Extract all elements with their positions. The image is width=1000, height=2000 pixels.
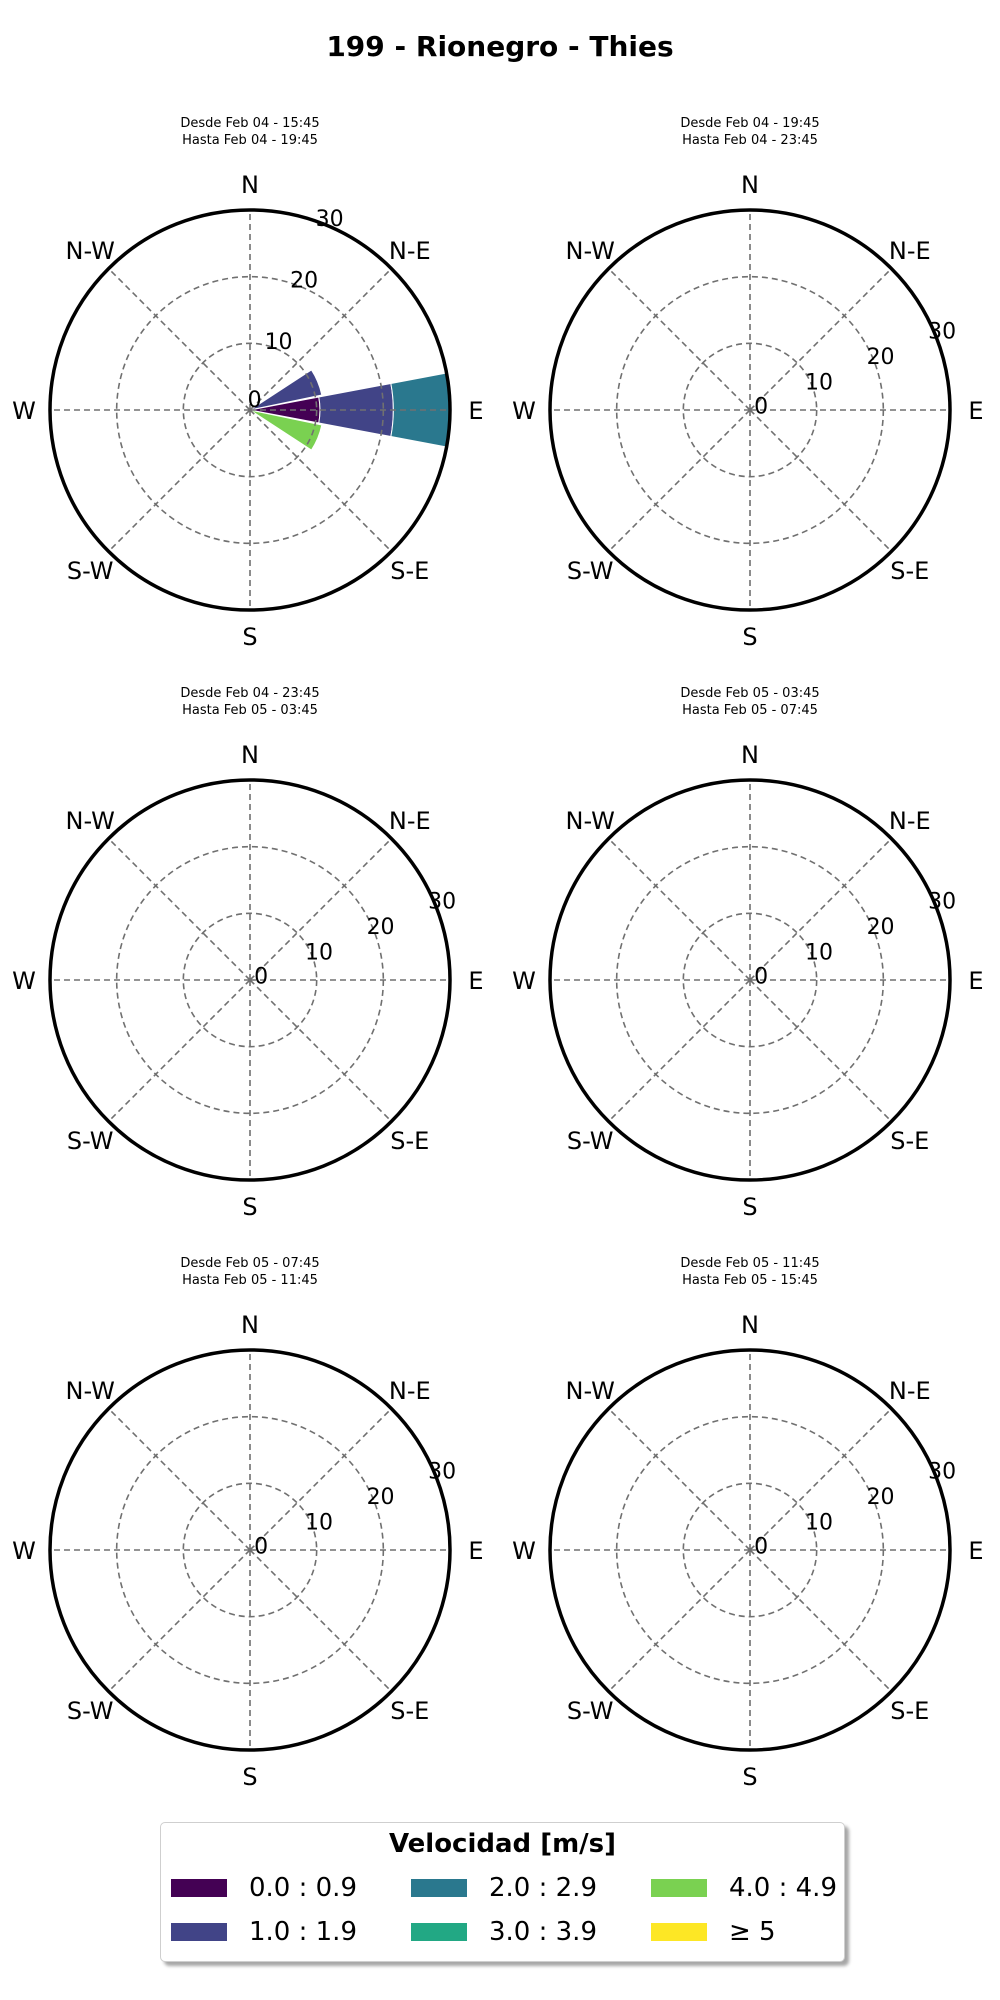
direction-label: N-E: [388, 1377, 431, 1406]
legend-swatch: [171, 1879, 227, 1897]
direction-label: S: [742, 623, 758, 651]
direction-label: E: [968, 967, 984, 995]
direction-label: S-E: [890, 1126, 930, 1155]
radial-grid-line: [609, 980, 750, 1121]
legend-item: [411, 1873, 597, 1903]
legend-item: [171, 1917, 357, 1947]
panel-subtitle-line: Desde Feb 05 - 07:45: [180, 1256, 320, 1271]
radial-tick-label: 30: [315, 206, 344, 232]
direction-label: S: [242, 623, 258, 651]
radial-grid-line: [109, 269, 250, 410]
direction-label: S-E: [890, 556, 930, 585]
radial-tick-label: 20: [366, 1484, 395, 1510]
radial-grid-line: [109, 980, 250, 1121]
radial-grid-line: [109, 1409, 250, 1550]
direction-label: S-W: [566, 556, 614, 585]
legend-label: 1.0 : 1.9: [249, 1917, 357, 1947]
direction-label: N-E: [888, 237, 931, 266]
legend-item: [171, 1873, 357, 1903]
direction-label: S-W: [566, 1126, 614, 1155]
panel-subtitle-line: Hasta Feb 05 - 15:45: [682, 1273, 818, 1288]
radial-tick-label: 0: [754, 964, 769, 990]
direction-label: N: [741, 1311, 759, 1339]
direction-label: W: [512, 397, 536, 425]
legend-label: ≥ 5: [729, 1917, 776, 1947]
panel-subtitle-line: Desde Feb 04 - 19:45: [680, 116, 820, 131]
direction-label: W: [512, 967, 536, 995]
wind-rose-panel-1: [12, 116, 483, 651]
radial-tick-label: 30: [928, 889, 957, 915]
radial-grid-line: [750, 1550, 891, 1691]
direction-label: N-W: [65, 807, 115, 836]
radial-grid-line: [109, 1550, 250, 1691]
panel-subtitle-line: Hasta Feb 05 - 07:45: [682, 703, 818, 718]
legend-label: 0.0 : 0.9: [249, 1873, 357, 1903]
panel-subtitle-line: Hasta Feb 04 - 23:45: [682, 133, 818, 148]
direction-label: W: [12, 967, 36, 995]
radial-grid-line: [609, 1409, 750, 1550]
direction-label: W: [12, 397, 36, 425]
radial-tick-label: 0: [247, 387, 262, 413]
legend-item: [411, 1917, 597, 1947]
radial-tick-label: 0: [754, 1534, 769, 1560]
legend-swatch: [411, 1923, 467, 1941]
direction-label: S: [742, 1193, 758, 1221]
legend-swatch: [651, 1923, 707, 1941]
direction-label: N-E: [888, 807, 931, 836]
radial-grid-line: [250, 980, 391, 1121]
panel-subtitle-line: Hasta Feb 05 - 11:45: [182, 1273, 318, 1288]
direction-label: S-W: [66, 1126, 114, 1155]
direction-label: N: [741, 171, 759, 199]
legend-swatch: [411, 1879, 467, 1897]
direction-label: N-W: [65, 237, 115, 266]
panel-subtitle-line: Desde Feb 05 - 11:45: [680, 1256, 820, 1271]
direction-label: S-E: [390, 556, 430, 585]
panel-subtitle-line: Desde Feb 05 - 03:45: [680, 686, 820, 701]
direction-label: N: [241, 171, 259, 199]
radial-tick-label: 0: [254, 964, 269, 990]
direction-label: N-E: [388, 237, 431, 266]
direction-label: N: [741, 741, 759, 769]
direction-label: S: [742, 1763, 758, 1791]
direction-label: S: [242, 1763, 258, 1791]
radial-tick-label: 30: [928, 319, 957, 345]
direction-label: W: [12, 1537, 36, 1565]
radial-tick-label: 30: [428, 1459, 457, 1485]
radial-grid-line: [750, 980, 891, 1121]
legend: [160, 1822, 845, 1962]
legend-swatch: [651, 1879, 707, 1897]
legend-swatch: [171, 1923, 227, 1941]
radial-tick-label: 10: [804, 940, 833, 966]
radial-tick-label: 20: [366, 914, 395, 940]
radial-tick-label: 0: [754, 394, 769, 420]
legend-title: Velocidad [m/s]: [388, 1829, 617, 1859]
direction-label: S-W: [566, 1696, 614, 1725]
radial-tick-label: 10: [804, 1510, 833, 1536]
direction-label: N-W: [565, 807, 615, 836]
radial-grid-line: [609, 269, 750, 410]
direction-label: E: [468, 967, 484, 995]
panel-subtitle-line: Desde Feb 04 - 23:45: [180, 686, 320, 701]
radial-tick-label: 10: [304, 1510, 333, 1536]
direction-label: S-W: [66, 1696, 114, 1725]
radial-grid-line: [609, 1550, 750, 1691]
radial-grid-line: [250, 1550, 391, 1691]
direction-label: W: [512, 1537, 536, 1565]
chart-title: 199 - Rionegro - Thies: [326, 30, 674, 63]
radial-tick-label: 30: [928, 1459, 957, 1485]
panel-subtitle-line: Hasta Feb 04 - 19:45: [182, 133, 318, 148]
direction-label: S-E: [390, 1126, 430, 1155]
radial-tick-label: 10: [264, 330, 293, 356]
wind-rose-panel-5: [12, 1256, 483, 1791]
direction-label: N-E: [388, 807, 431, 836]
direction-label: N-E: [888, 1377, 931, 1406]
direction-label: E: [968, 397, 984, 425]
wind-rose-panel-3: [12, 686, 483, 1221]
direction-label: N-W: [565, 1377, 615, 1406]
radial-grid-line: [609, 839, 750, 980]
direction-label: S: [242, 1193, 258, 1221]
radial-grid-line: [109, 410, 250, 551]
wind-rose-panel-6: [512, 1256, 983, 1791]
direction-label: S-E: [890, 1696, 930, 1725]
direction-label: S-E: [390, 1696, 430, 1725]
legend-label: 2.0 : 2.9: [489, 1873, 597, 1903]
radial-grid-line: [109, 839, 250, 980]
radial-tick-label: 20: [866, 914, 895, 940]
panel-subtitle-line: Hasta Feb 05 - 03:45: [182, 703, 318, 718]
wind-rose-panel-4: [512, 686, 983, 1221]
direction-label: N-W: [565, 237, 615, 266]
direction-label: N-W: [65, 1377, 115, 1406]
legend-item: [651, 1873, 837, 1903]
legend-item: [651, 1917, 776, 1947]
radial-tick-label: 10: [804, 370, 833, 396]
radial-grid-line: [750, 410, 891, 551]
legend-label: 3.0 : 3.9: [489, 1917, 597, 1947]
direction-label: E: [468, 397, 484, 425]
radial-tick-label: 30: [428, 889, 457, 915]
radial-tick-label: 20: [290, 268, 319, 294]
direction-label: E: [468, 1537, 484, 1565]
direction-label: N: [241, 1311, 259, 1339]
radial-tick-label: 20: [866, 344, 895, 370]
direction-label: N: [241, 741, 259, 769]
radial-tick-label: 20: [866, 1484, 895, 1510]
wind-rose-panel-2: [512, 116, 983, 651]
radial-grid-line: [609, 410, 750, 551]
direction-label: E: [968, 1537, 984, 1565]
legend-label: 4.0 : 4.9: [729, 1873, 837, 1903]
radial-tick-label: 10: [304, 940, 333, 966]
direction-label: S-W: [66, 556, 114, 585]
panel-subtitle-line: Desde Feb 04 - 15:45: [180, 116, 320, 131]
radial-tick-label: 0: [254, 1534, 269, 1560]
